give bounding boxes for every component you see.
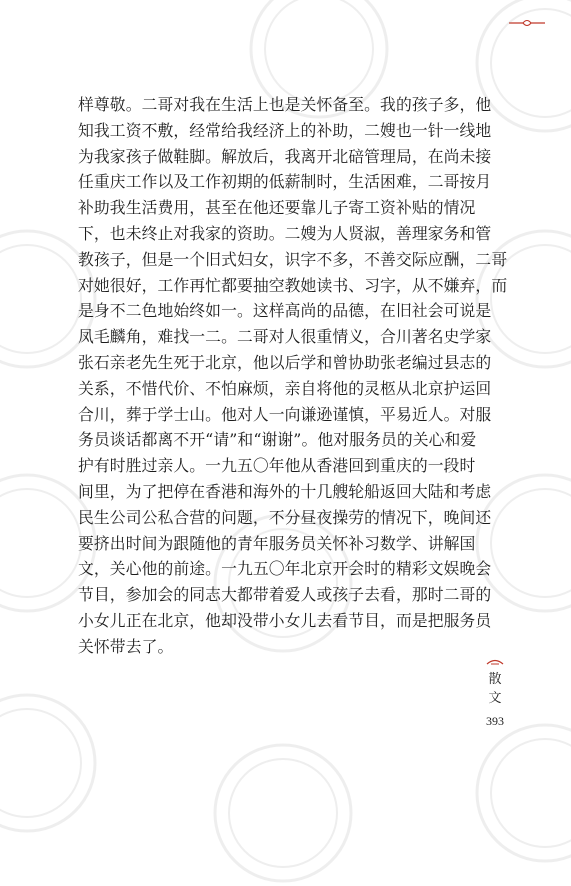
- text-line: 关怀带去了。: [78, 636, 174, 656]
- ornament-icon: [507, 18, 547, 28]
- text-line: 关系，不惜代价、不怕麻烦，亲自将他的灵柩从北京护运回: [78, 378, 492, 398]
- page-number: 393: [486, 714, 504, 728]
- text-line: 合川，葬于学士山。他对人一向谦逊谨慎，平易近人。对服: [78, 404, 492, 424]
- text-line: 教孩子，但是一个旧式妇女，识字不多，不善交际应酬，二哥: [78, 249, 508, 269]
- ornament-icon: [486, 658, 504, 666]
- text-line: 样尊敬。二哥对我在生活上也是关怀备至。我的孩子多，他: [78, 95, 492, 114]
- watermark-seal: [472, 226, 571, 372]
- text-line: 张石亲老先生死于北京，他以后学和曾协助张老编过县志的: [78, 352, 492, 372]
- text-line: 文，关心他的前途。一九五〇年北京开会时的精彩文娱晚会: [78, 559, 492, 579]
- section-label-char: 文: [488, 691, 502, 706]
- text-line: 护有时胜过亲人。一九五〇年他从香港回到重庆的一段时: [78, 456, 476, 476]
- watermark-seal: [0, 690, 100, 836]
- text-line: 补助我生活费用，甚至在他还要靠儿子寄工资补贴的情况: [78, 198, 476, 218]
- text-line: 凤毛麟角，难找一二。二哥对人很重情义，合川著名史学家: [78, 327, 492, 347]
- text-line: 对她很好，工作再忙都要抽空教她读书、习字，从不嫌弃，而: [78, 275, 508, 295]
- section-label-char: 散: [488, 672, 502, 687]
- text-line: 为我家孩子做鞋脚。解放后，我离开北碚管理局，在尚未接: [78, 146, 492, 166]
- watermark-seal: [210, 740, 356, 886]
- text-line: 节目，参加会的同志大都带着爱人或孩子去看，那时二哥的: [78, 585, 492, 605]
- text-line: 民生公司公私合营的问题，不分昼夜操劳的情况下，晚间还: [78, 507, 492, 527]
- text-line: 要挤出时间为跟随他的青年服务员关怀补习数学、讲解国: [78, 533, 476, 553]
- body-text: [78, 92, 508, 660]
- watermark-seal: [472, 720, 571, 866]
- text-line: 务员谈话都离不开“请”和“谢谢”。他对服务员的关心和爱: [78, 430, 477, 450]
- text-line: 是身不二色地始终如一。这样高尚的品德，在旧社会可说是: [78, 301, 492, 321]
- text-line: 间里，为了把停在香港和海外的十几艘轮船返回大陆和考虑: [78, 481, 492, 501]
- text-line: 任重庆工作以及工作初期的低薪制时，生活困难，二哥按月: [78, 172, 492, 192]
- text-line: 下，也未终止对我家的资助。二嫂为人贤淑，善理家务和管: [78, 223, 492, 243]
- text-line: 知我工资不敷，经常给我经济上的补助，二嫂也一针一线地: [78, 120, 492, 140]
- text-line: 小女儿正在北京，他却没带小女儿去看节目，而是把服务员: [78, 610, 492, 630]
- section-marker: [478, 658, 512, 729]
